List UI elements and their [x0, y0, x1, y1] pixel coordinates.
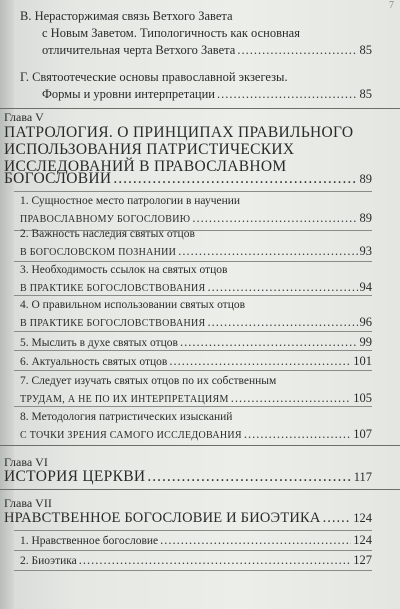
ch5-entry4-page: 96	[359, 315, 372, 329]
entry-b-line3	[42, 43, 372, 58]
chapter6-title	[4, 468, 372, 486]
entry-b-page: 85	[359, 43, 372, 57]
chapter5-title-page: 89	[359, 172, 372, 186]
leader-dots	[79, 553, 351, 568]
ch5-entry5-text: 5. Мыслить в духе святых отцов	[20, 337, 178, 349]
divider	[0, 489, 400, 490]
ch5-entry1-text: ПРАВОСЛАВНОМУ БОГОСЛОВИЮ	[20, 214, 191, 225]
ch5-entry5-page: 99	[359, 335, 372, 349]
chapter5-label: Глава V	[4, 110, 44, 124]
chapter7-title-text: НРАВСТВЕННОЕ БОГОСЛОВИЕ И БИОЭТИКА	[4, 510, 321, 526]
ch5-entry1-line2	[20, 211, 372, 226]
ch5-entry1-line1: 1. Сущностное место патрологии в научении	[20, 195, 241, 207]
ch5-entry2-page: 93	[359, 244, 372, 258]
divider	[14, 261, 372, 262]
ch7-entry1-text: 1. Нравственное богословие	[20, 535, 159, 547]
ch5-entry2-text: В БОГОСЛОВСКОМ ПОЗНАНИИ	[20, 247, 177, 258]
leader-dots	[160, 533, 351, 548]
ch5-entry8-line1: 8. Методология патристических изысканий	[20, 411, 233, 423]
entry-b-line1: В. Нерасторжимая связь Ветхого Завета	[20, 9, 233, 23]
ch5-entry3-line2	[20, 280, 372, 295]
ch5-entry7-text: ТРУДАМ, А НЕ ПО ИХ ИНТЕРПРЕТАЦИЯМ	[20, 394, 229, 405]
ch5-entry3-page: 94	[359, 280, 372, 294]
divider	[0, 445, 400, 446]
ch5-entry8-line2	[20, 427, 372, 442]
leader-dots	[147, 468, 351, 486]
ch7-entry2-text: 2. Биоэтика	[20, 555, 77, 567]
leader-dots	[323, 510, 352, 527]
ch5-entry5	[20, 335, 372, 350]
ch5-entry4-line1: 4. О правильном использовании святых отцов	[20, 299, 246, 311]
ch5-entry7-line2	[20, 391, 372, 406]
leader-dots	[208, 280, 358, 295]
divider	[0, 108, 400, 109]
ch5-entry3-text: В ПРАКТИКЕ БОГОСЛОВСТВОВАНИЯ	[20, 283, 206, 294]
divider	[14, 295, 372, 296]
leader-dots	[231, 391, 352, 406]
leader-dots	[217, 87, 358, 102]
ch7-entry1-page: 124	[353, 533, 372, 547]
ch5-entry8-text: С ТОЧКИ ЗРЕНИЯ САМОГО ИССЛЕДОВАНИЯ	[20, 430, 242, 441]
entry-g-line2	[42, 87, 372, 102]
ch7-entry2-page: 127	[353, 553, 372, 567]
entry-g-page: 85	[359, 87, 372, 101]
ch5-entry7-line1: 7. Следует изучать святых отцов по их собственным	[20, 375, 277, 387]
chapter6-title-text: ИСТОРИЯ ЦЕРКВИ	[4, 468, 146, 485]
chapter6-page: 117	[353, 470, 372, 484]
ch5-entry4-text: В ПРАКТИКЕ БОГОСЛОВСТВОВАНИЯ	[20, 318, 206, 329]
chapter5-title-line2: ИСПОЛЬЗОВАНИЯ ПАТРИСТИЧЕСКИХ	[4, 141, 295, 158]
ch5-entry2-line1: 2. Важность наследия святых отцов	[20, 228, 195, 240]
divider	[14, 530, 372, 531]
leader-dots	[180, 335, 358, 350]
leader-dots	[169, 354, 351, 369]
chapter5-title-line1: ПАТРОЛОГИЯ. О ПРИНЦИПАХ ПРАВИЛЬНОГО	[4, 124, 354, 141]
ch7-entry2	[20, 553, 372, 568]
entry-b-text: отличительная черта Ветхого Завета	[42, 43, 236, 57]
ch5-entry7-page: 105	[353, 391, 372, 405]
divider	[14, 191, 372, 192]
ch7-entry1	[20, 533, 372, 548]
page-number: 7	[389, 0, 394, 11]
divider	[14, 370, 372, 371]
entry-g-line1: Г. Святоотеческие основы православной экзегезы.	[20, 70, 288, 84]
chapter5-title-text: БОГОСЛОВИИ	[4, 170, 112, 187]
divider	[14, 331, 372, 332]
chapter6-label: Глава VI	[4, 455, 48, 469]
ch5-entry6	[20, 354, 372, 369]
chapter7-page: 124	[353, 511, 372, 525]
leader-dots	[208, 315, 358, 330]
divider	[14, 406, 372, 407]
divider	[14, 550, 372, 551]
leader-dots	[178, 244, 357, 259]
ch5-entry1-page: 89	[359, 211, 372, 225]
leader-dots	[237, 43, 357, 58]
ch5-entry4-line2	[20, 315, 372, 330]
entry-b-line2: с Новым Заветом. Типологичность как основная	[42, 26, 300, 40]
ch5-entry2-line2	[20, 244, 372, 259]
ch5-entry6-text: 6. Актуальность святых отцов	[20, 356, 168, 368]
leader-dots	[113, 170, 357, 188]
ch5-entry8-page: 107	[353, 427, 372, 441]
ch5-entry3-line1: 3. Необходимость ссылок на святых отцов	[20, 264, 228, 276]
leader-dots	[244, 427, 351, 442]
chapter5-title-line3: ИССЛЕДОВАНИЙ В ПРАВОСЛАВНОМ	[4, 158, 287, 175]
chapter7-label: Глава VII	[4, 496, 52, 510]
divider	[14, 570, 372, 571]
chapter5-title-line4	[4, 170, 372, 188]
chapter7-title	[4, 510, 372, 527]
ch5-entry6-page: 101	[353, 354, 372, 368]
divider	[14, 350, 372, 351]
leader-dots	[192, 211, 357, 226]
entry-g-text: Формы и уровни интерпретации	[42, 87, 215, 101]
